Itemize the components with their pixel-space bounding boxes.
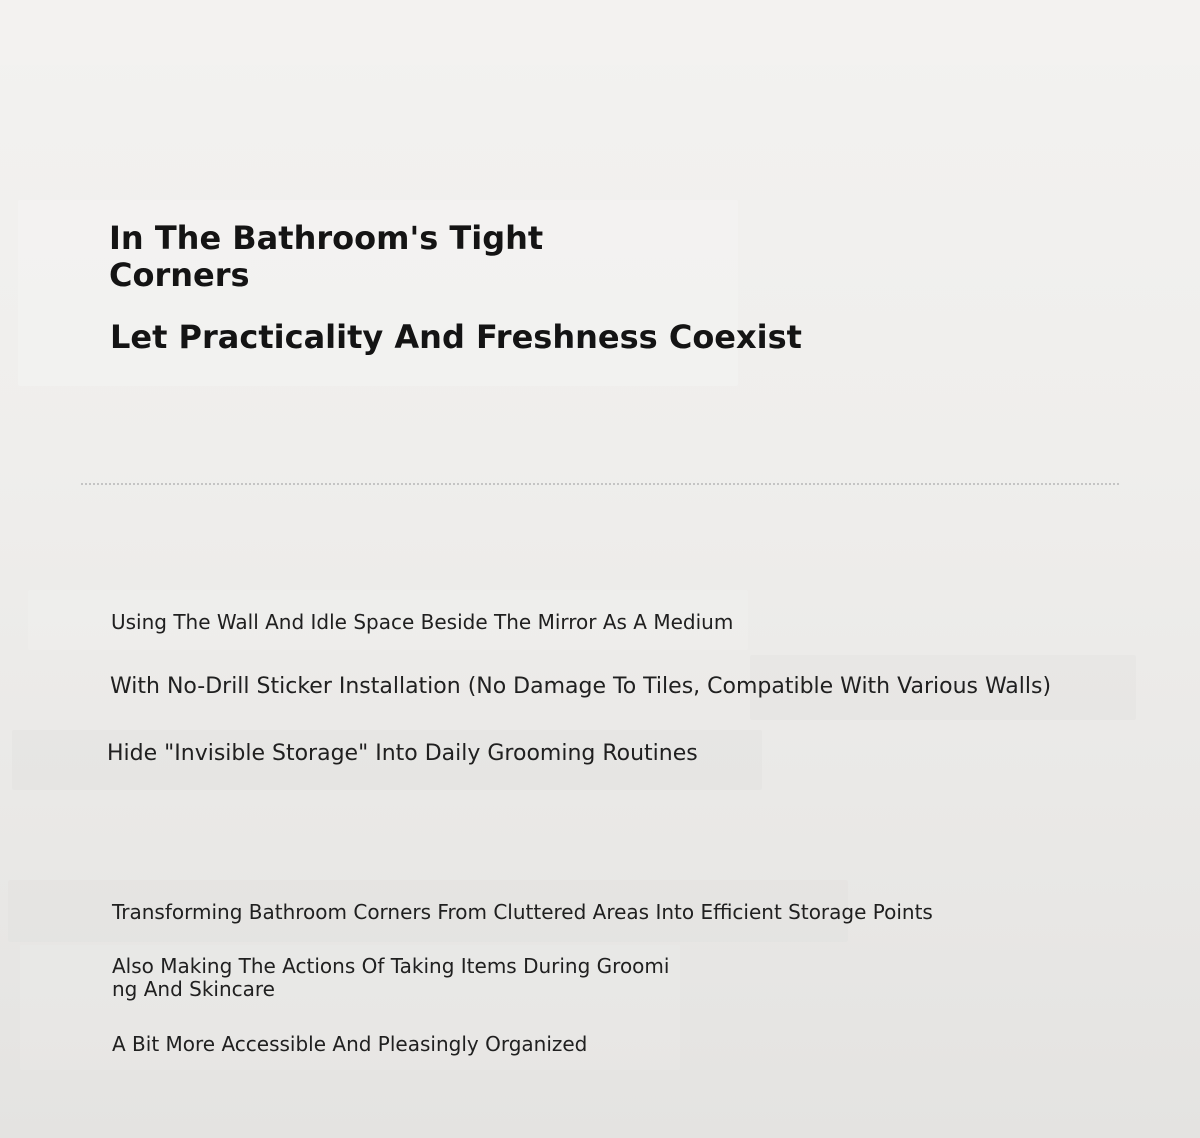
section-1-line-1: Using The Wall And Idle Space Beside The Mirror As A Medium bbox=[111, 610, 734, 634]
section-2-line-3: A Bit More Accessible And Pleasingly Organized bbox=[112, 1032, 588, 1056]
top-band bbox=[0, 0, 1200, 65]
section-2-line-1: Transforming Bathroom Corners From Cluttered Areas Into Efficient Storage Points bbox=[112, 900, 933, 924]
section-1-line-3: Hide "Invisible Storage" Into Daily Grooming Routines bbox=[107, 741, 698, 766]
section-2-line-2: Also Making The Actions Of Taking Items During Grooming And Skincare bbox=[112, 954, 670, 1001]
heading-line-1: In The Bathroom's Tight Corners bbox=[109, 219, 544, 294]
heading-line-2: Let Practicality And Freshness Coexist bbox=[110, 318, 802, 356]
dotted-divider bbox=[81, 483, 1119, 485]
section-1-line-2: With No-Drill Sticker Installation (No Damage To Tiles, Compatible With Various Walls) bbox=[110, 674, 1052, 699]
